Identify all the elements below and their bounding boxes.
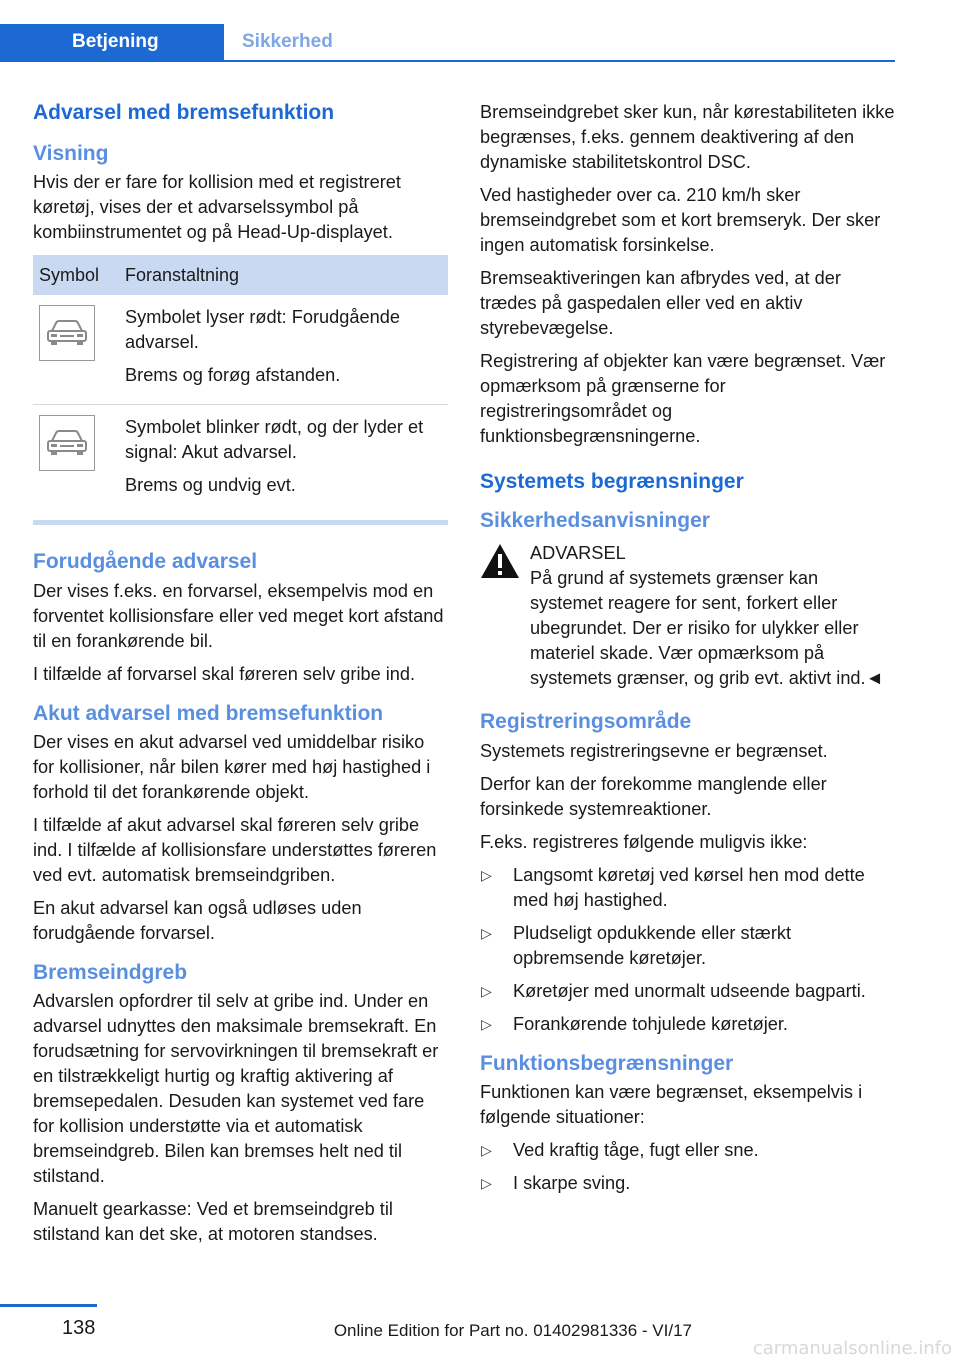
warning-text: På grund af systemets grænser kan systemet reagere for sent, forkert eller ubegrundet. Der er risiko for ulykker eller materiel skade. Vær opmærksom på systemets grænser, og grib evt. aktivt ind.◄ [530,568,884,689]
heading-registreringsomraade: Registreringsområde [480,710,692,734]
section-title: Advarsel med bremsefunktion [33,101,335,124]
brems-text-1: Advarslen opfordrer til selv at gribe ind. Under en advarsel udnyttes den maksimale bremsekraft. En forudsætning for servovirkningen til bremsekraft er en tilstrækkeligt hurtig og kraftig aktivering af bremsepedalen. Desuden kan systemet ved fare for kollision understøtte via et automatisk bremseindgreb. Bilen kan bremses helt ned til stilstand. [33,990,439,1186]
bullet-triangle-icon: ▷ [481,1174,492,1191]
list-item: ▷ I skarpe sving. [480,1171,895,1196]
list-item: ▷ Langsomt køretøj ved kørsel hen mod dette med høj hastighed. [481,864,865,910]
heading-akut: Akut advarsel med bremsefunktion [33,701,384,725]
right-text-2: Ved hastigheder over ca. 210 km/h sker bremseindgrebet som et kort bremseryk. Der sker ingen automatisk forsinkelse. [480,185,881,255]
akut-text-2: I tilfælde af akut advarsel skal føreren selv gribe ind. I tilfælde af kollisionsfare understøttes føreren ved evt. automatisk bremseindgriben. [33,814,437,885]
bullet-triangle-icon: ▷ [481,1141,492,1158]
table-header-symbol: Symbol [33,255,119,295]
tab-sikkerhed[interactable]: Sikkerhed [224,24,364,60]
table-row [33,295,448,405]
row2-line2: Brems og undvig evt. [125,475,296,496]
car-front-icon [39,305,95,361]
page-number: 138 [62,1317,96,1339]
table-row [33,405,448,515]
table-end-rule [33,520,448,525]
right-column [480,100,895,1204]
reg-list [480,863,895,1037]
heading-visning: Visning [33,142,109,166]
warning-block [480,541,895,691]
heading-sikkerhedsanvisninger: Sikkerhedsanvisninger [480,509,710,533]
func-text-1: Funktionen kan være begrænset, eksempelvis i følgende situationer: [480,1081,863,1127]
symbol-table [33,255,448,514]
row2-line1: Symbolet blinker rødt, og der lyder et signal: Akut advarsel. [125,417,424,463]
list-item: ▷ Forankørende tohjulede køretøjer. [480,1012,895,1037]
footer-rule [0,1304,97,1307]
forud-text-2: I tilfælde af forvarsel skal føreren selv gribe ind. [33,663,416,684]
watermark: carmanualsonline.info [752,1338,952,1359]
list-item: ▷ Ved kraftig tåge, fugt eller sne. [480,1138,895,1163]
edition-note: Online Edition for Part no. 01402981336 - VI/17 [333,1321,692,1340]
car-front-icon [39,415,95,471]
left-column [33,100,448,1255]
forud-text-1: Der vises f.eks. en forvarsel, eksempelvis mod en forventet kollisionsfare eller ved meget kort afstand til en forankørende bil. [33,580,444,651]
row1-line2: Brems og forøg afstanden. [125,365,341,386]
row1-line1: Symbolet lyser rødt: Forudgående advarsel. [125,307,400,353]
heading-bremseindgreb: Bremseindgreb [33,960,188,984]
right-text-1: Bremseindgrebet sker kun, når kørestabiliteten ikke begrænses, f.eks. gennem deaktivering af den dynamiske stabilitetskontrol DSC. [480,102,895,172]
reg-text-1: Systemets registreringsevne er begrænset. [480,740,828,761]
func-list [480,1138,895,1196]
right-text-3: Bremseaktiveringen kan afbrydes ved, at der trædes på gaspedalen eller ved en aktiv styrebevægelse. [480,268,841,338]
bullet-triangle-icon: ▷ [481,1015,492,1032]
heading-systemets-begraensninger: Systemets begrænsninger [480,470,744,493]
akut-text-1: Der vises en akut advarsel ved umiddelbar risiko for kollisioner, når bilen kører med høj hastighed i forhold til det forankørende objekt. [33,731,431,802]
akut-text-3: En akut advarsel kan også udløses uden forudgående forvarsel. [33,897,362,943]
bullet-triangle-icon: ▷ [481,866,492,883]
warning-triangle-icon [480,543,520,579]
bullet-triangle-icon: ▷ [481,924,492,941]
reg-text-2: Derfor kan der forekomme manglende eller forsinkede systemreaktioner. [480,773,827,819]
right-text-4: Registrering af objekter kan være begrænset. Vær opmærksom på grænserne for registreringsområdet og funktionsbegrænsningerne. [480,351,886,446]
brems-text-2: Manuelt gearkasse: Ved et bremseindgreb til stilstand kan det ske, at motoren standses. [33,1198,393,1244]
reg-text-3: F.eks. registreres følgende muligvis ikke: [480,831,808,852]
heading-funktionsbegraensninger: Funktionsbegrænsninger [480,1051,734,1075]
heading-forudgaende: Forudgående advarsel [33,550,258,574]
table-header-action: Foranstaltning [119,255,448,295]
list-item: ▷ Køretøjer med unormalt udseende bagparti. [480,979,895,1004]
visning-text: Hvis der er fare for kollision med et registreret køretøj, vises der et advarselssymbol på kombiinstrumentet og på Head-Up-displayet. [33,172,401,243]
chapter-tabbar [0,24,895,62]
warning-label: ADVARSEL [530,543,626,564]
list-item: ▷ Pludseligt opdukkende eller stærkt opbremsende køretøjer. [481,922,792,968]
tab-betjening[interactable]: Betjening [0,24,224,60]
bullet-triangle-icon: ▷ [481,982,492,999]
